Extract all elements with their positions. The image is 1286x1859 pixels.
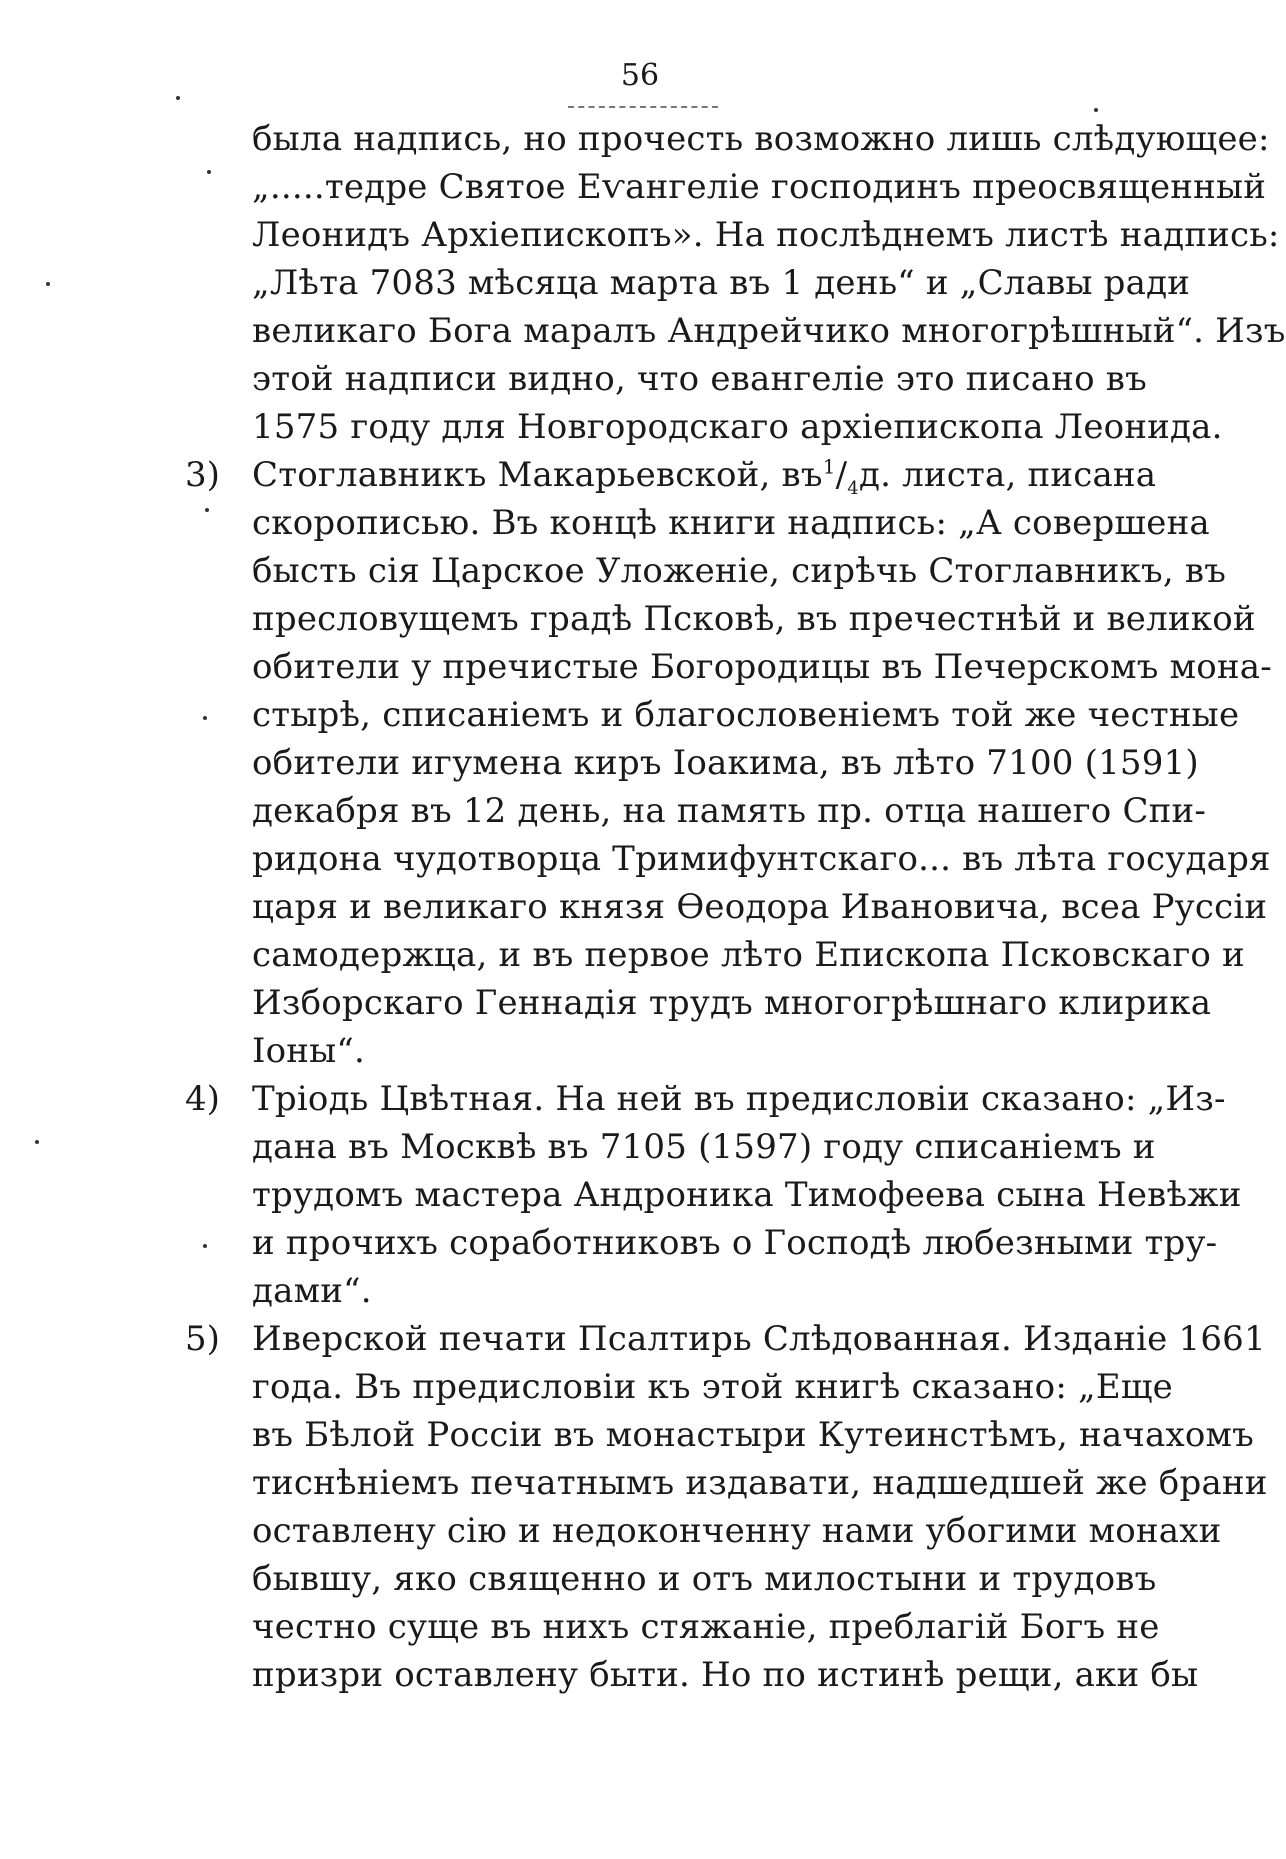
text-line: ридона чудотворца Тримифунтскаго... въ лѣта государя (252, 839, 1271, 879)
text-line: призри оставлену быти. Но по истинѣ рещи, аки бы (252, 1655, 1199, 1695)
text-line: честно суще въ нихъ стяжаніе, преблагій Богъ не (252, 1607, 1160, 1647)
text-line: Изборскаго Геннадія трудъ многогрѣшнаго клирика (252, 983, 1212, 1023)
text-line: дами“. (252, 1271, 372, 1311)
text-line: оставлену сію и недоконченну нами убогими монахи (252, 1511, 1222, 1551)
text-line: „.....тедре Святое Еѵангеліе господинъ преосвященный (252, 167, 1267, 207)
text-line: года. Въ предисловіи къ этой книгѣ сказано: „Еще (252, 1367, 1173, 1407)
text-line: этой надписи видно, что евангеліе это писано въ (252, 359, 1147, 399)
text-line: стырѣ, списаніемъ и благословеніемъ той же честные (252, 695, 1240, 735)
scan-speck (203, 1244, 207, 1248)
text-line: „Лѣта 7083 мѣсяца марта въ 1 день“ и „Славы ради (252, 263, 1191, 303)
text-line: была надпись, но прочесть возможно лишь слѣдующее: (252, 119, 1270, 159)
item-number: 4) (185, 1079, 220, 1119)
scan-speck (35, 1140, 39, 1144)
text-line: самодержца, и въ первое лѣто Епископа Псковскаго и (252, 935, 1245, 975)
text-line: Іоны“. (252, 1031, 366, 1071)
line-head: Стоглавникъ Макарьевской, въ (252, 455, 823, 495)
text-line: Тріодь Цвѣтная. На ней въ предисловіи сказано: „Из- (252, 1079, 1226, 1119)
fraction-denominator: 4 (847, 477, 859, 499)
scan-speck (203, 716, 207, 720)
text-line: и прочихъ соработниковъ о Господѣ любезными тру- (252, 1223, 1218, 1263)
text-line: скорописью. Въ концѣ книги надпись: „А совершена (252, 503, 1210, 543)
text-line-with-fraction (252, 452, 1157, 499)
page-number-rule (568, 106, 718, 108)
text-line: обители игумена киръ Іоакима, въ лѣто 7100 (1591) (252, 743, 1199, 783)
text-line: Леонидъ Архіепископъ». На послѣднемъ листѣ надпись: (252, 215, 1280, 255)
text-line: трудомъ мастера Андроника Тимофеева сына Невѣжи (252, 1175, 1242, 1215)
text-line: дана въ Москвѣ въ 7105 (1597) году списаніемъ и (252, 1127, 1156, 1167)
text-line: въ Бѣлой Россіи въ монастыри Кутеинстѣмъ, начахомъ (252, 1415, 1254, 1455)
scan-speck (1094, 108, 1098, 112)
fraction-numerator: 1 (822, 454, 836, 479)
scan-speck (176, 96, 180, 100)
text-line: обители у пречистые Богородицы въ Печерскомъ мона- (252, 647, 1272, 687)
text-line: бывшу, яко священно и отъ милостыни и трудовъ (252, 1559, 1157, 1599)
text-line: 1575 году для Новгородскаго архіепископа Леонида. (252, 407, 1223, 447)
item-number: 3) (185, 455, 220, 495)
scan-speck (205, 508, 209, 512)
text-line: великаго Бога маралъ Андрейчико многогрѣшный“. Изъ (252, 311, 1286, 351)
text-line: царя и великаго князя Ѳеодора Ивановича, всеа Руссіи (252, 887, 1268, 927)
scan-speck (207, 170, 211, 174)
text-line: бысть сія Царское Уложеніе, сирѣчь Стоглавникъ, въ (252, 551, 1227, 591)
text-line: тиснѣніемъ печатнымъ издавати, надшедшей же брани (252, 1463, 1268, 1503)
text-line: Иверской печати Псалтирь Слѣдованная. Изданіе 1661 (252, 1319, 1266, 1359)
item-number: 5) (185, 1319, 220, 1359)
text-line: декабря въ 12 день, на память пр. отца нашего Спи- (252, 791, 1207, 831)
line-tail: д. листа, писана (858, 455, 1157, 495)
fraction: $^1/_4$ (822, 454, 859, 499)
page-number: 56 (620, 58, 660, 93)
scan-speck (46, 282, 50, 286)
text-line: пресловущемъ градѣ Псковѣ, въ пречестнѣй и великой (252, 599, 1256, 639)
